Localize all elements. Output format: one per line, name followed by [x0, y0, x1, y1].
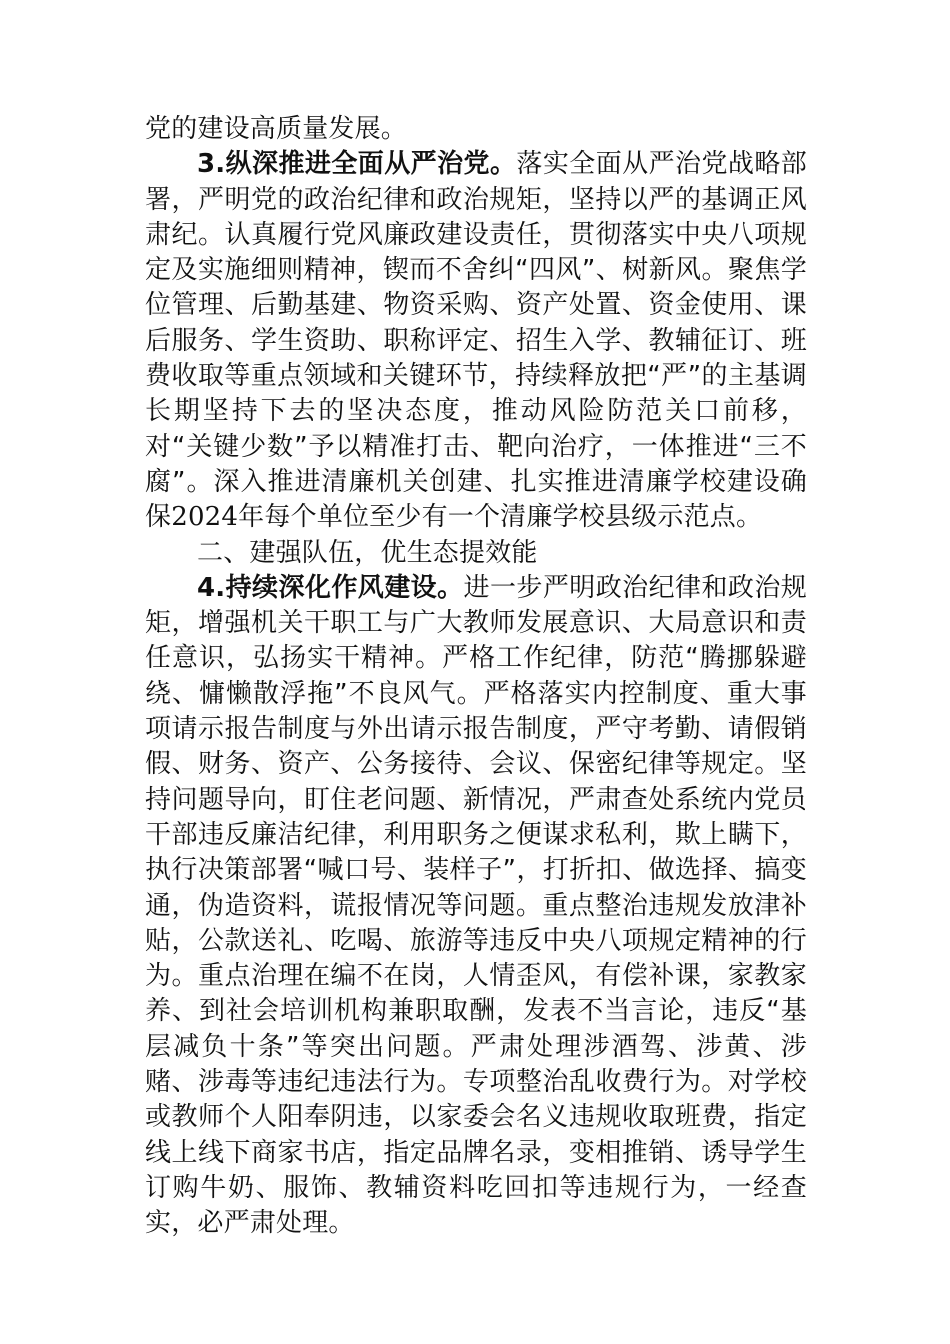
item-3-paragraph [145, 147, 807, 535]
intro-tail-paragraph [145, 112, 807, 147]
item-3-lead: 3.纵深推进全面从严治党。 [197, 149, 517, 180]
item-3-body-b: 年每个单位至少有一个清廉学校县级示范点。 [238, 502, 763, 533]
section-2-heading-text: 二、建强队伍，优生态提效能 [197, 537, 538, 568]
item-4-body: 进一步严明政治纪律和政治规矩，增强机关干职工与广大教师发展意识、大局意识和责任意识，弘扬实干精神。严格工作纪律，防范“腾挪躲避绕、慵懒散浮拖”不良风气。严格落实内控制度、重大事项请示报告制度与外出请示报告制度，严守考勤、请假销假、财务、资产、公务接待、会议、保密纪律等规定。坚持问题导向，盯住老问题、新情况，严肃查处系统内党员干部违反廉洁纪律，利用职务之便谋求私利，欺上瞒下，执行决策部署“喊口号、装样子”，打折扣、做选择、搞变通，伪造资料，谎报情况等问题。重点整治违规发放津补贴，公款送礼、吃喝、旅游等违反中央八项规定精神的行为。重点治理在编不在岗，人情歪风，有偿补课，家教家养、到社会培训机构兼职取酬，发表不当言论，违反“基层减负十条”等突出问题。严肃处理涉酒驾、涉黄、涉赌、涉毒等违纪违法行为。专项整治乱收费行为。对学校或教师个人阳奉阴违，以家委会名义违规收取班费，指定线上线下商家书店，指定品牌名录，变相推销、诱导学生订购牛奶、服饰、教辅资料吃回扣等违规行为，一经查实，必严肃处理。 [145, 572, 807, 1239]
item-4-lead: 4.持续深化作风建设。 [197, 572, 464, 603]
intro-tail-text: 党的建设高质量发展。 [145, 114, 408, 144]
item-3-year: 2024 [171, 502, 239, 533]
document-page [145, 112, 807, 1242]
section-2-heading [145, 536, 807, 571]
item-4-paragraph [145, 571, 807, 1242]
item-3-body-a: 落实全面从严治党战略部署，严明党的政治纪律和政治规矩，坚持以严的基调正风肃纪。认真履行党风廉政建设责任，贯彻落实中央八项规定及实施细则精神，锲而不舍纠“四风”、树新风。聚焦学位管理、后勤基建、物资采购、资产处置、资金使用、课后服务、学生资助、职称评定、招生入学、教辅征订、班费收取等重点领域和关键环节，持续释放把“严”的主基调长期坚持下去的坚决态度，推动风险防范关口前移，对“关键少数”予以精准打击、靶向治疗，一体推进“三不腐”。深入推进清廉机关创建、扎实推进清廉学校建设确保 [145, 149, 807, 533]
